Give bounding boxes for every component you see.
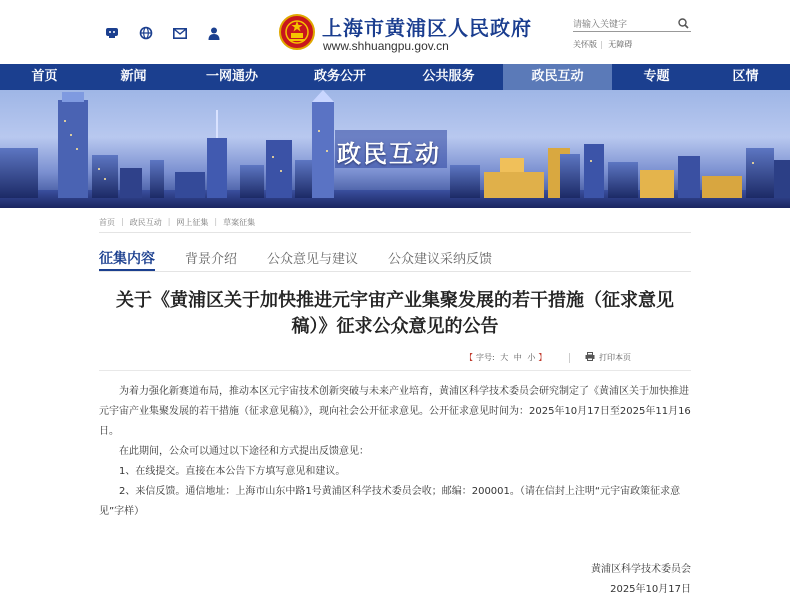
- breadcrumb-item-interaction[interactable]: 政民互动: [129, 218, 162, 227]
- globe-icon[interactable]: [137, 25, 155, 41]
- nav-item-topics[interactable]: 专题: [643, 69, 670, 84]
- divider: [569, 353, 570, 363]
- font-size-small[interactable]: 小: [527, 353, 536, 362]
- font-size-large[interactable]: 大: [500, 353, 509, 362]
- breadcrumb-separator: |: [214, 217, 218, 226]
- accessibility-link[interactable]: 无障碍: [608, 40, 633, 49]
- search-box: [573, 12, 691, 32]
- printer-icon: [585, 352, 595, 363]
- search-icon[interactable]: [678, 14, 689, 33]
- signature: [99, 560, 691, 600]
- top-icon-bar: [103, 25, 223, 41]
- font-size-medium[interactable]: 中: [513, 353, 522, 362]
- divider: [99, 370, 691, 371]
- user-icon[interactable]: [205, 25, 223, 41]
- banner-title: 政民互动: [337, 140, 441, 168]
- paragraph: 1、在线提交。直接在本公告下方填写意见和建议。: [119, 466, 346, 477]
- signature-org: 黄浦区科学技术委员会: [591, 564, 691, 575]
- tab-background[interactable]: 背景介绍: [185, 252, 238, 267]
- signature-date: 2025年10月17日: [610, 584, 691, 595]
- bracket: 【: [465, 353, 473, 362]
- article-title: 关于《黄浦区关于加快推进元宇宙产业集聚发展的若干措施（征求意见稿）》征求公众意见的公告: [116, 290, 674, 337]
- tab-adoption-feedback[interactable]: 公众建议采纳反馈: [388, 252, 493, 267]
- article-tools: [99, 352, 691, 366]
- paragraph: 为着力强化新赛道布局，推动本区元宇宙技术创新突破与未来产业培育，黄浦区科学技术委员会研究制定了《黄浦区关于加快推进元宇宙产业集聚发展的若干措施（征求意见稿）》，现向社会公开征求意见。公开征求意见时间为：2025年10月17日至2025年11月16日。: [99, 386, 691, 437]
- site-title[interactable]: 上海市黄浦区人民政府: [322, 16, 532, 40]
- breadcrumb: [99, 217, 255, 228]
- bracket: 】: [538, 353, 547, 362]
- breadcrumb-separator: |: [121, 217, 124, 226]
- nav-item-interaction[interactable]: 政民互动: [503, 64, 612, 90]
- tab-public-opinions[interactable]: 公众意见与建议: [267, 252, 359, 267]
- breadcrumb-item-draft-collection[interactable]: 草案征集: [223, 218, 256, 227]
- divider: |: [600, 40, 603, 49]
- nav-item-gov-affairs[interactable]: 政务公开: [313, 69, 366, 84]
- nav-item-public-service[interactable]: 公共服务: [422, 69, 475, 84]
- mail-icon[interactable]: [171, 25, 189, 41]
- main-nav: [0, 64, 790, 90]
- breadcrumb-item-home[interactable]: 首页: [99, 218, 115, 227]
- search-input[interactable]: [573, 16, 669, 34]
- national-emblem-icon: [279, 13, 315, 51]
- care-mode-link[interactable]: 关怀版: [573, 40, 597, 49]
- divider: [99, 232, 691, 233]
- paragraph: 2、来信反馈。通信地址：上海市山东中路1号黄浦区科学技术委员会收；邮编：200001。（请在信封上注明“元宇宙政策征求意见”字样）: [99, 486, 681, 517]
- print-button[interactable]: [585, 352, 631, 363]
- site-url[interactable]: www.shhuangpu.gov.cn: [323, 39, 449, 53]
- article-body: [99, 382, 691, 522]
- font-size-switcher: [465, 352, 549, 363]
- care-links: [573, 39, 635, 50]
- paragraph: 在此期间，公众可以通过以下途径和方式提出反馈意见：: [119, 446, 369, 457]
- breadcrumb-separator: |: [167, 217, 171, 226]
- tab-collection-content[interactable]: 征集内容: [99, 248, 155, 272]
- nav-item-district-info[interactable]: 区情: [732, 69, 759, 84]
- breadcrumb-item-online-collection[interactable]: 网上征集: [176, 218, 209, 227]
- nav-item-one-network[interactable]: 一网通办: [205, 69, 258, 84]
- wechat-icon[interactable]: [103, 25, 121, 41]
- nav-item-news[interactable]: 新闻: [120, 69, 147, 84]
- site-header: [0, 0, 790, 64]
- nav-item-home[interactable]: 首页: [31, 69, 58, 84]
- print-label: 打印本页: [599, 353, 631, 362]
- divider: [99, 271, 691, 272]
- content-tabs: [99, 248, 522, 272]
- font-size-label: 字号:: [476, 353, 495, 362]
- banner: [0, 90, 790, 208]
